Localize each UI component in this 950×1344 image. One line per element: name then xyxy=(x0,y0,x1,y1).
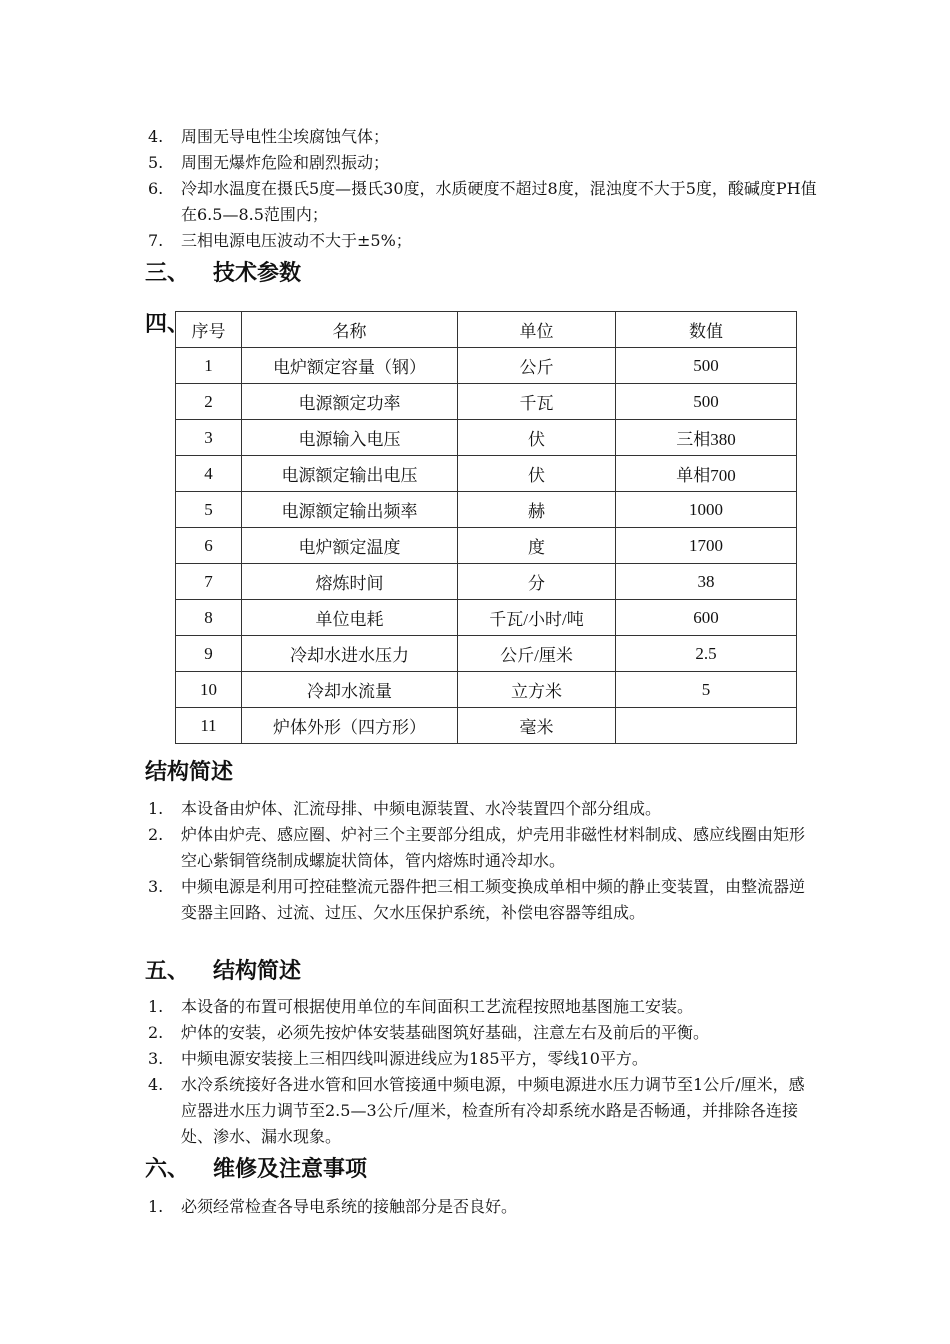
column-header: 单位 xyxy=(458,312,616,348)
list-number: 1. xyxy=(148,799,164,818)
section-title: 维修及注意事项 xyxy=(213,1157,368,1182)
list-item xyxy=(148,822,810,874)
list-number: 7. xyxy=(148,231,164,250)
table-cell: 冷却水流量 xyxy=(242,672,458,708)
table-row xyxy=(176,384,797,420)
list-number: 2. xyxy=(148,825,164,844)
table-cell: 公斤 xyxy=(458,348,616,384)
table-cell: 6 xyxy=(176,528,242,564)
table-cell: 2 xyxy=(176,384,242,420)
section-number: 三、 xyxy=(145,261,190,286)
table-cell xyxy=(616,708,797,744)
table-cell: 9 xyxy=(176,636,242,672)
list-item xyxy=(148,874,810,926)
list-item xyxy=(148,1072,810,1150)
list-text: 炉体由炉壳、感应圈、炉衬三个主要部分组成，炉壳用非磁性材料制成、感应线圈由矩形空心紫铜管绕制成螺旋状筒体，管内熔炼时通冷却水。 xyxy=(181,825,806,870)
table-cell: 公斤/厘米 xyxy=(458,636,616,672)
list-item xyxy=(148,150,820,176)
table-header-row xyxy=(176,312,797,348)
list-number: 5. xyxy=(148,153,164,172)
list-item xyxy=(148,1020,810,1046)
list-number: 3. xyxy=(148,877,164,896)
list-text: 水冷系统接好各进水管和回水管接通中频电源，中频电源进水压力调节至1公斤/厘米，感应器进水压力调节至2.5—3公斤/厘米，检查所有冷却系统水路是否畅通，并排除各连接处、渗水、漏水现象。 xyxy=(181,1075,805,1146)
table-row xyxy=(176,564,797,600)
table-cell: 赫 xyxy=(458,492,616,528)
table-cell: 5 xyxy=(176,492,242,528)
table-row xyxy=(176,456,797,492)
table-cell: 毫米 xyxy=(458,708,616,744)
column-header: 序号 xyxy=(176,312,242,348)
section-number: 六、 xyxy=(145,1157,190,1182)
table-cell: 度 xyxy=(458,528,616,564)
table-cell: 伏 xyxy=(458,420,616,456)
list-text: 中频电源是利用可控硅整流元器件把三相工频变换成单相中频的静止变装置，由整流器逆变器主回路、过流、过压、欠水压保护系统，补偿电容器等组成。 xyxy=(181,877,806,922)
table-cell: 千瓦/小时/吨 xyxy=(458,600,616,636)
section-number: 五、 xyxy=(145,959,190,984)
table-cell: 单位电耗 xyxy=(242,600,458,636)
section-5-heading xyxy=(145,957,301,987)
table-cell: 电源额定输出频率 xyxy=(242,492,458,528)
list-item xyxy=(148,1046,810,1072)
list-number: 4. xyxy=(148,1075,164,1094)
list-text: 冷却水温度在摄氏5度—摄氏30度，水质硬度不超过8度，混浊度不大于5度，酸碱度PH值在6.5—8.5范围内； xyxy=(181,179,817,224)
table-cell: 600 xyxy=(616,600,797,636)
table-cell: 电源输入电压 xyxy=(242,420,458,456)
maintenance-list xyxy=(148,1194,810,1220)
table-row xyxy=(176,492,797,528)
list-number: 1. xyxy=(148,1197,164,1216)
table-cell: 伏 xyxy=(458,456,616,492)
list-item xyxy=(148,796,810,822)
list-item xyxy=(148,1194,810,1220)
table-row xyxy=(176,600,797,636)
table-cell: 分 xyxy=(458,564,616,600)
table-cell: 5 xyxy=(616,672,797,708)
section-6-heading xyxy=(145,1155,367,1185)
section-4-number: 四、 xyxy=(145,312,190,337)
list-item xyxy=(148,176,820,228)
table-cell: 冷却水进水压力 xyxy=(242,636,458,672)
list-number: 1. xyxy=(148,997,164,1016)
table-row xyxy=(176,636,797,672)
table-cell: 1 xyxy=(176,348,242,384)
table-cell: 1700 xyxy=(616,528,797,564)
table-cell: 炉体外形（四方形） xyxy=(242,708,458,744)
column-header: 数值 xyxy=(616,312,797,348)
table-row xyxy=(176,348,797,384)
table-cell: 三相380 xyxy=(616,420,797,456)
table-row xyxy=(176,708,797,744)
table-cell: 11 xyxy=(176,708,242,744)
technical-parameters-table xyxy=(175,311,797,744)
table-cell: 电源额定功率 xyxy=(242,384,458,420)
list-text: 三相电源电压波动不大于±5%； xyxy=(181,231,412,250)
list-text: 周围无爆炸危险和剧烈振动； xyxy=(181,153,390,172)
section-title: 技术参数 xyxy=(213,261,302,286)
structure-heading: 结构简述 xyxy=(145,760,234,785)
section-title: 结构简述 xyxy=(213,959,302,984)
list-item xyxy=(148,228,820,254)
list-number: 4. xyxy=(148,127,164,146)
table-cell: 8 xyxy=(176,600,242,636)
table-cell: 3 xyxy=(176,420,242,456)
table-cell: 电源额定输出电压 xyxy=(242,456,458,492)
table-cell: 7 xyxy=(176,564,242,600)
table-cell: 10 xyxy=(176,672,242,708)
table-cell: 熔炼时间 xyxy=(242,564,458,600)
list-text: 中频电源安装接上三相四线叫源进线应为185平方，零线10平方。 xyxy=(181,1049,648,1068)
table-row xyxy=(176,672,797,708)
list-text: 必须经常检查各导电系统的接触部分是否良好。 xyxy=(181,1197,518,1216)
column-header: 名称 xyxy=(242,312,458,348)
list-text: 周围无导电性尘埃腐蚀气体； xyxy=(181,127,390,146)
list-number: 2. xyxy=(148,1023,164,1042)
table-cell: 电炉额定容量（钢） xyxy=(242,348,458,384)
list-text: 本设备由炉体、汇流母排、中频电源装置、水冷装置四个部分组成。 xyxy=(181,799,662,818)
environment-list xyxy=(148,124,820,254)
table-cell: 38 xyxy=(616,564,797,600)
table-cell: 电炉额定温度 xyxy=(242,528,458,564)
list-number: 6. xyxy=(148,179,164,198)
list-item xyxy=(148,994,810,1020)
table-cell: 500 xyxy=(616,384,797,420)
list-number: 3. xyxy=(148,1049,164,1068)
table-row xyxy=(176,528,797,564)
table-cell: 单相700 xyxy=(616,456,797,492)
list-item xyxy=(148,124,820,150)
table-cell: 立方米 xyxy=(458,672,616,708)
table-cell: 500 xyxy=(616,348,797,384)
table-cell: 1000 xyxy=(616,492,797,528)
table-cell: 2.5 xyxy=(616,636,797,672)
installation-list xyxy=(148,994,810,1150)
table-cell: 千瓦 xyxy=(458,384,616,420)
section-3-heading xyxy=(145,259,301,289)
list-text: 炉体的安装，必须先按炉体安装基础图筑好基础，注意左右及前后的平衡。 xyxy=(181,1023,710,1042)
structure-list xyxy=(148,796,810,926)
table-row xyxy=(176,420,797,456)
table-cell: 4 xyxy=(176,456,242,492)
list-text: 本设备的布置可根据使用单位的车间面积工艺流程按照地基图施工安装。 xyxy=(181,997,694,1016)
